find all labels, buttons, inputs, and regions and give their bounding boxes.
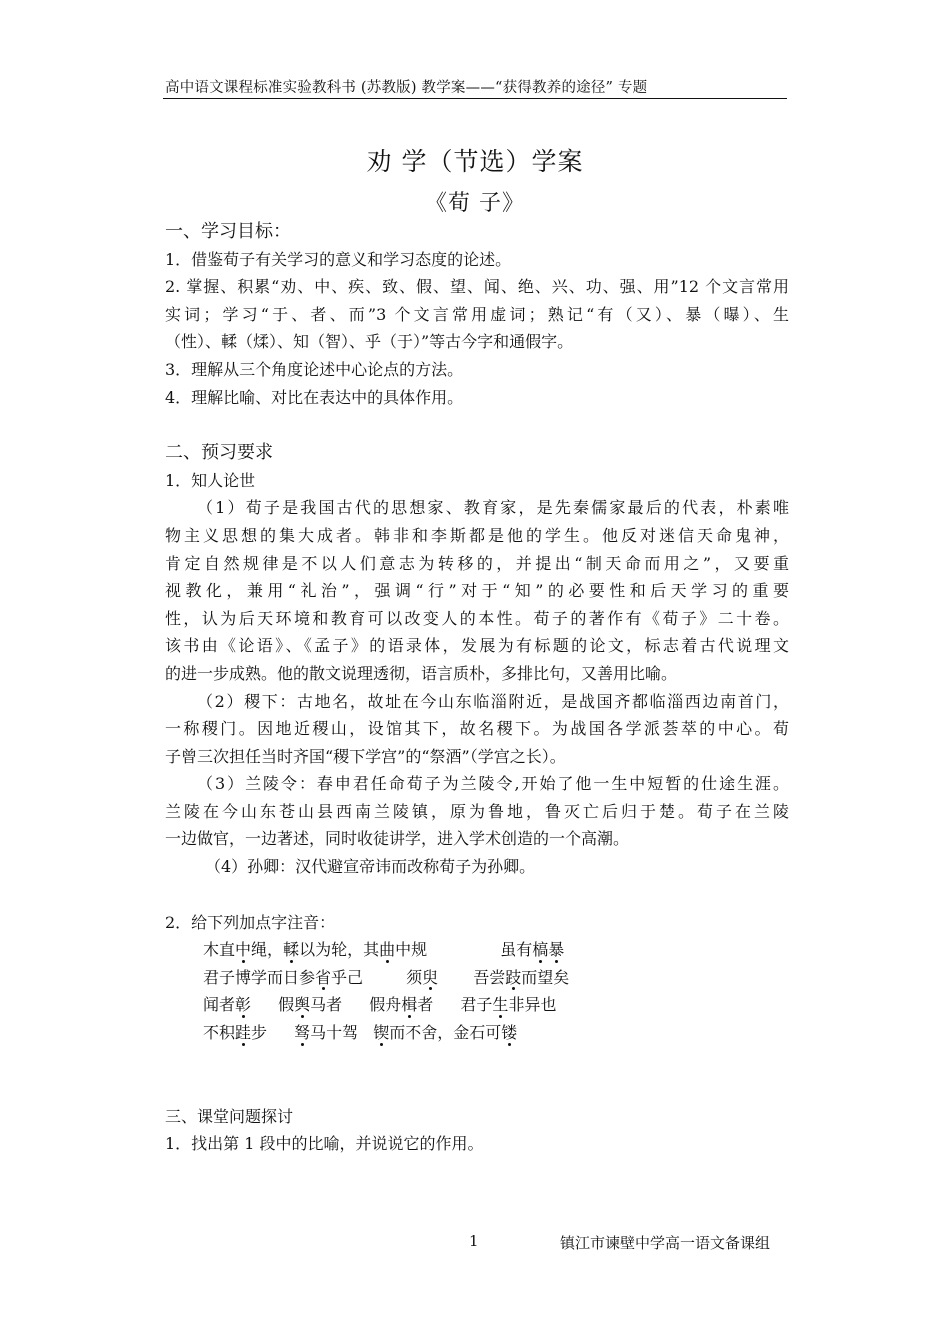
section-heading: 二、预习要求 xyxy=(165,442,273,464)
paragraph-line: （2）稷下：古地名，故址在今山东临淄附近，是战国齐都临淄西边南首门， xyxy=(197,691,789,711)
vocab-item: 锲而不舍，金石可镂 xyxy=(373,1023,517,1042)
vocab-item: 虽有槁暴 xyxy=(500,940,564,959)
paragraph-line: 该书由《论语》、《孟子》的语录体，发展为有标题的论文，标志着古代说理文 xyxy=(165,636,789,656)
paragraph-line: 兰陵在今山东苍山县西南兰陵镇，原为鲁地，鲁灭亡后归于楚。荀子在兰陵 xyxy=(165,801,789,821)
vocab-item: 木直中绳，輮以为轮，其曲中规 xyxy=(203,940,427,959)
vocab-row xyxy=(165,1019,789,1047)
section-heading: 三、课堂问题探讨 xyxy=(165,1106,294,1126)
paragraph-line: 物主义思想的集大成者。韩非和李斯都是他的学生。他反对迷信天命鬼神， xyxy=(165,525,789,545)
vocab-row xyxy=(165,991,789,1019)
subheading: 1．知人论世 xyxy=(165,470,256,490)
objective-line: （性）、輮（煣）、知（智）、乎（于）”等古今字和通假字。 xyxy=(165,332,574,352)
document-body xyxy=(165,218,789,1158)
paragraph-line: （3）兰陵令：春申君任命荀子为兰陵令,开始了他一生中短暂的仕途生涯。 xyxy=(197,774,789,794)
vocab-row xyxy=(165,936,789,964)
paragraph-line: 性，认为后天环境和教育可以改变人的本性。荀子的著作有《荀子》二十卷。 xyxy=(165,608,789,628)
question-line: 1．找出第 1 段中的比喻，并说说它的作用。 xyxy=(165,1134,484,1154)
objective-line: 1．借鉴荀子有关学习的意义和学习态度的论述。 xyxy=(165,249,512,269)
vocab-item: 闻者彰 xyxy=(203,995,251,1014)
paragraph-line: 一边做官，一边著述，同时收徒讲学，进入学术创造的一个高潮。 xyxy=(165,829,630,849)
page-number: 1 xyxy=(469,1232,479,1250)
vocab-row xyxy=(165,964,789,992)
vocab-item: 君子博学而日参省乎己 xyxy=(203,968,363,987)
paragraph-line: 的进一步成熟。他的散文说理透彻，语言质朴，多排比句，又善用比喻。 xyxy=(165,663,678,683)
vocab-item: 驽马十驾 xyxy=(294,1023,358,1042)
header-rule xyxy=(163,98,787,99)
running-header: 高中语文课程标准实验教科书 (苏教版) 教学案——“获得教养的途径” 专题 xyxy=(165,80,648,96)
vocab-item: 不积跬步 xyxy=(203,1023,267,1042)
page-title: 劝 学（节选）学案 xyxy=(366,147,584,176)
objective-line: 实词；学习“于、者、而”3 个文言常用虚词；熟记“有（又）、暴（曝）、生 xyxy=(165,304,789,324)
paragraph-line: 视教化，兼用“礼治”，强调“行”对于“知”的必要性和后天学习的重要 xyxy=(165,581,789,601)
objective-line: 3．理解从三个角度论述中心论点的方法。 xyxy=(165,359,464,379)
objective-line: 4．理解比喻、对比在表达中的具体作用。 xyxy=(165,387,464,407)
subheading: 2．给下列加点字注音： xyxy=(165,912,336,932)
vocab-item: 假舟楫者 xyxy=(369,995,433,1014)
section-heading: 一、学习目标： xyxy=(165,221,291,242)
footer-organization: 镇江市谏壁中学高一语文备课组 xyxy=(560,1234,771,1252)
vocab-item: 假舆马者 xyxy=(278,995,342,1014)
vocab-item: 君子生非异也 xyxy=(460,995,556,1014)
vocab-item: 吾尝跂而望矣 xyxy=(473,968,569,987)
paragraph-line: 一称稷门。因地近稷山，设馆其下，故名稷下。为战国各学派荟萃的中心。荀 xyxy=(165,719,789,739)
author-line: 《荀 子》 xyxy=(425,191,525,216)
objective-line: 2. 掌握、积累“劝、中、疾、致、假、望、闻、绝、兴、功、强、用”12 个文言常用 xyxy=(165,277,789,297)
paragraph-line: （1）荀子是我国古代的思想家、教育家，是先秦儒家最后的代表，朴素唯 xyxy=(197,498,789,518)
vocab-item: 须臾 xyxy=(406,968,438,987)
paragraph-line: 子曾三次担任当时齐国“稷下学宫”的“祭酒”（学宫之长）。 xyxy=(165,746,566,766)
paragraph-line: 肯定自然规律是不以人们意志为转移的，并提出“制天命而用之”，又要重 xyxy=(165,553,789,573)
paragraph-line: （4）孙卿：汉代避宣帝讳而改称荀子为孙卿。 xyxy=(205,857,536,877)
